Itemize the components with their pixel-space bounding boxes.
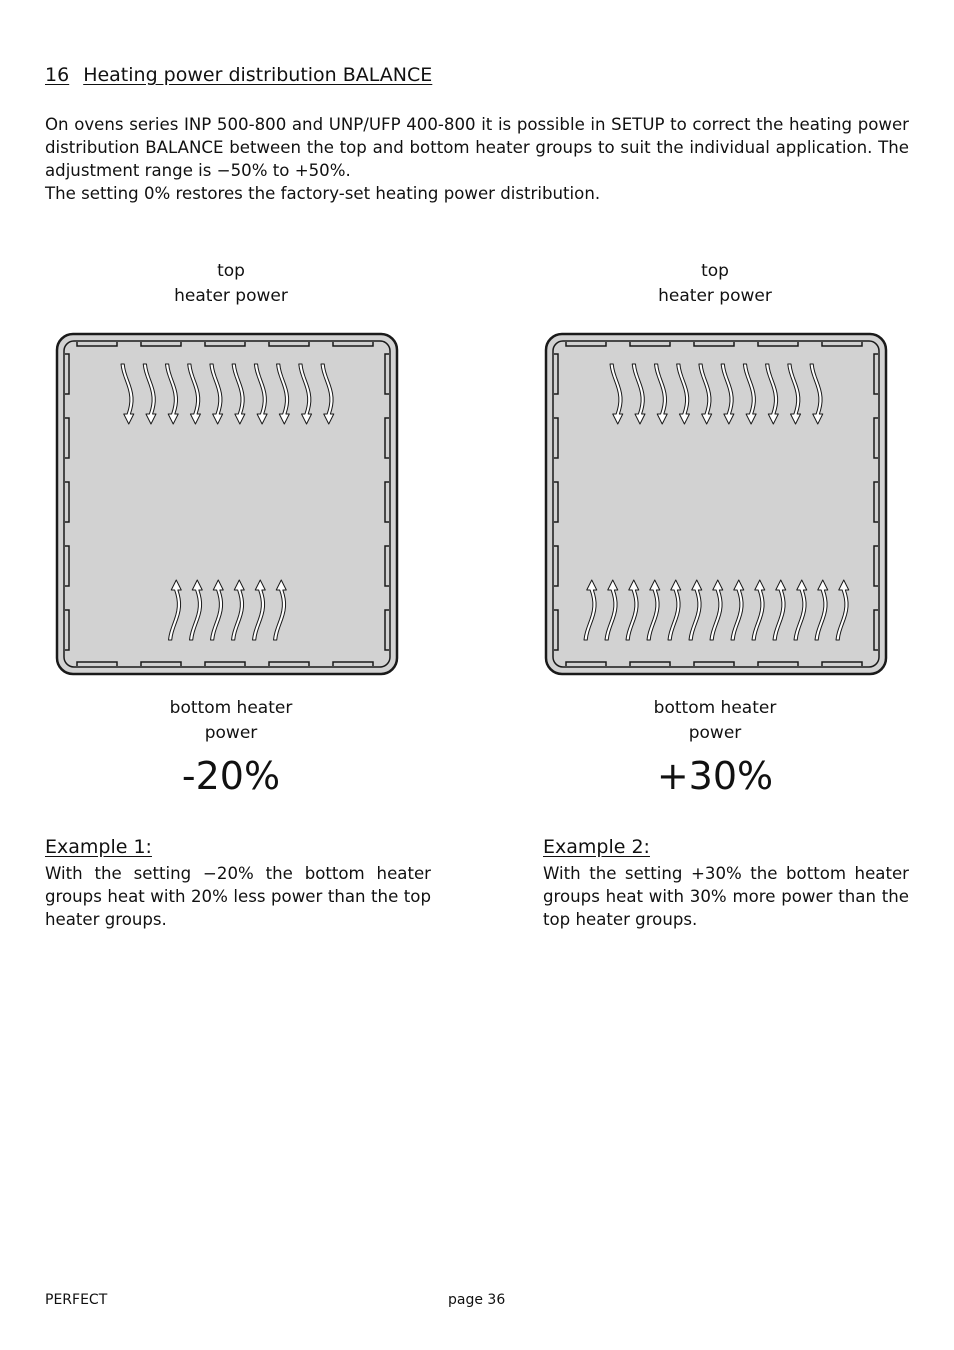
figure-2-bottom-label-line2: power: [688, 723, 742, 743]
figure-2-top-label-line2: heater power: [658, 286, 772, 306]
figure-1-bottom-label-line1: bottom heater: [169, 698, 293, 718]
example-1-title: Example 1:: [45, 836, 152, 858]
figure-1-top-label-line2: heater power: [174, 286, 288, 306]
figure-1-top-label-line1: top: [217, 261, 245, 281]
intro-paragraph-1: On ovens series INP 500-800 and UNP/UFP 400-800 it is possible in SETUP to correct the heating power distribution BALANCE between the top and bottom heater groups to suit the individual application. The adjustment range is −50% to +50%.: [45, 115, 909, 180]
section-number: 16: [45, 64, 70, 86]
example-2-text: With the setting +30% the bottom heater groups heat with 30% more power than the top heater groups.: [543, 864, 909, 929]
intro-text: [45, 113, 909, 205]
section-heading: [45, 64, 432, 86]
footer-brand: PERFECT: [45, 1292, 108, 1308]
intro-paragraph-2: The setting 0% restores the factory-set heating power distribution.: [45, 184, 601, 203]
figure-2-oven-diagram: [544, 332, 888, 676]
figure-2-top-label-line1: top: [701, 261, 729, 281]
figure-2-setting-value: +30%: [656, 754, 774, 798]
figure-1-top-label: [101, 259, 361, 309]
figure-1-setting-value: -20%: [181, 754, 281, 798]
figure-2-top-label: [585, 259, 845, 309]
footer-page-number: page 36: [448, 1292, 506, 1308]
figure-2-bottom-label: [585, 696, 845, 746]
figure-1-oven-diagram: [55, 332, 399, 676]
example-1-text: With the setting −20% the bottom heater groups heat with 20% less power than the top heater groups.: [45, 864, 431, 929]
figure-1-bottom-label-line2: power: [204, 723, 258, 743]
figure-2-bottom-label-line1: bottom heater: [653, 698, 777, 718]
section-title: Heating power distribution BALANCE: [83, 64, 433, 86]
example-2-title: Example 2:: [543, 836, 650, 858]
figure-1-bottom-label: [101, 696, 361, 746]
